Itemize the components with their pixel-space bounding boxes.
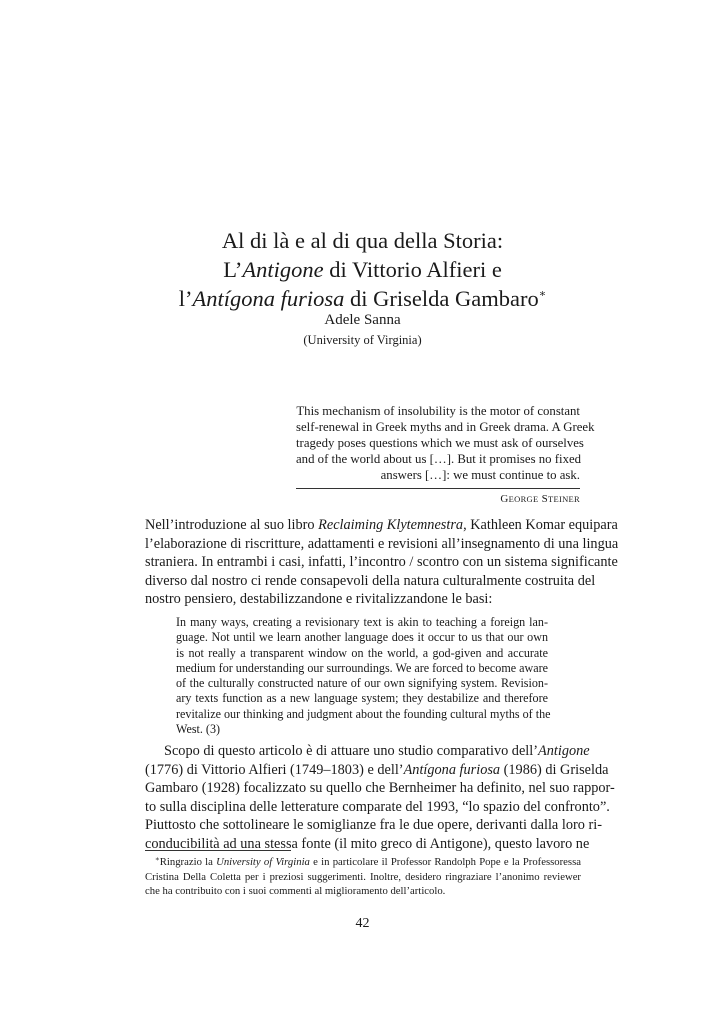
p2-line1-text: Scopo di questo articolo è di attuare uno studio comparativo dell’ <box>164 743 539 759</box>
paragraph-line: to sulla disciplina delle letterature comparate del 1993, “lo spazio del confronto”. <box>145 798 610 815</box>
title-line-3-prefix: l’ <box>178 286 193 311</box>
institution-name: University of Virginia <box>216 856 310 868</box>
title-work-antigone: Antigone <box>242 257 324 282</box>
footnote <box>145 855 581 899</box>
footnote-line1-suffix: e in particolare il Professor Randolph Pope e la Professoressa <box>309 856 581 868</box>
paragraph-line <box>145 761 609 780</box>
author-name: Adele Sanna <box>324 312 401 328</box>
epigraph-line: answers […]: we must continue to ask. <box>380 468 580 482</box>
p2-line2-suffix: (1986) di Griselda <box>500 761 609 778</box>
p1-line1-prefix: Nell’introduzione al suo libro <box>145 517 319 533</box>
paragraph-line <box>145 742 590 761</box>
paragraph-line: Gambaro (1928) focalizzato su quello che Bernheimer ha definito, nel suo rappor- <box>145 780 615 796</box>
work-title-antigone: Antigone <box>538 743 590 759</box>
paragraph-scope <box>145 742 615 853</box>
paragraph-line <box>145 516 618 535</box>
quote-line: In many ways, creating a revisionary text is akin to teaching a foreign lan- <box>176 615 548 629</box>
title-line-2 <box>0 255 725 284</box>
quote-line: of the culturally constructed nature of our own signifying system. Revision- <box>176 676 548 691</box>
footnote-mark: ∗ <box>155 855 160 863</box>
article-title <box>0 226 725 313</box>
block-quote <box>176 615 551 737</box>
quote-line: medium for understanding our surroundings. We are forced to become aware <box>176 660 548 675</box>
paragraph-line: conducibilità ad una stessa fonte (il mito greco di Antigone), questo lavoro ne <box>145 835 590 852</box>
title-line-1-text: Al di là e al di qua della Storia: <box>221 228 504 253</box>
book-title-reclaiming-klytemnestra: Reclaiming Klytemnestra <box>318 517 464 533</box>
paragraph-line: diverso dal nostro ci rende consapevoli della natura culturalmente costruita del <box>145 572 596 589</box>
epigraph-attribution <box>296 493 580 505</box>
title-work-antigona-furiosa: Antígona furiosa <box>192 286 345 311</box>
epigraph-line: tragedy poses questions which we must ask of ourselves <box>296 436 584 450</box>
quote-line: West. (3) <box>176 722 221 737</box>
p2-line2-prefix: (1776) di Vittorio Alfieri (1749–1803) e dell’ <box>145 761 404 778</box>
p1-line1-suffix: , Kathleen Komar equipara <box>463 517 618 533</box>
epigraph-line: and of the world about us […]. But it promises no fixed <box>296 452 582 466</box>
footnote-line: Cristina Della Coletta per i preziosi suggerimenti. Inoltre, desidero ringraziare l’anonimo reviewer <box>145 870 581 883</box>
work-title-antigona-furiosa: Antígona furiosa <box>403 761 501 778</box>
epigraph-line: self-renewal in Greek myths and in Greek drama. A Greek <box>296 420 595 434</box>
epigraph-rule <box>296 488 580 489</box>
paragraph-line: l’elaborazione di riscritture, adattamenti e revisioni all’insegnamento di una lingua <box>145 535 619 552</box>
paragraph-line: straniera. In entrambi i casi, infatti, l’incontro / scontro con un sistema significante <box>145 554 618 570</box>
paragraph-intro <box>145 516 619 609</box>
page-number: 42 <box>355 916 370 931</box>
quote-line: is not really a transparent window on the world, a god-given and accurate <box>176 645 548 660</box>
footnote-line <box>145 855 581 870</box>
title-line-2-prefix: L’ <box>223 257 243 282</box>
quote-line: revitalize our thinking and judgment about the founding cultural myths of the <box>176 706 551 721</box>
epigraph <box>296 403 595 505</box>
footnote-rule <box>145 850 291 851</box>
epigraph-line: This mechanism of insolubility is the motor of constant <box>296 404 580 418</box>
footnote-line: che ha contribuito con i suoi commenti al miglioramento dell’articolo. <box>145 885 446 897</box>
attribution-smallcaps-eorge: EORGE <box>508 494 539 504</box>
quote-line: guage. Not until we learn another language does it occur to us that our own <box>176 630 548 645</box>
quote-line: ary texts function as a new language system; they destabilize and therefore <box>176 691 548 706</box>
title-line-2-suffix: di Vittorio Alfieri e <box>323 257 502 282</box>
footnote-line1-prefix: Ringrazio la <box>159 856 217 868</box>
title-line-1 <box>0 226 725 255</box>
epigraph-text <box>296 403 595 483</box>
attribution-initial-s: S <box>541 493 548 505</box>
paragraph-line: nostro pensiero, destabilizzandone e rivitalizzandone le basi: <box>145 591 493 607</box>
attribution-smallcaps-teiner: TEINER <box>547 494 580 504</box>
title-footnote-mark[interactable]: ∗ <box>538 288 547 300</box>
author-affiliation: (University of Virginia) <box>303 333 422 347</box>
paragraph-line: Piuttosto che sottolineare le somiglianze fra le due opere, derivanti dalla loro ri- <box>145 817 602 833</box>
title-line-3-suffix: di Griselda Gambaro <box>344 286 539 311</box>
attribution-initial-g: G <box>500 493 509 505</box>
title-line-3 <box>0 284 725 313</box>
